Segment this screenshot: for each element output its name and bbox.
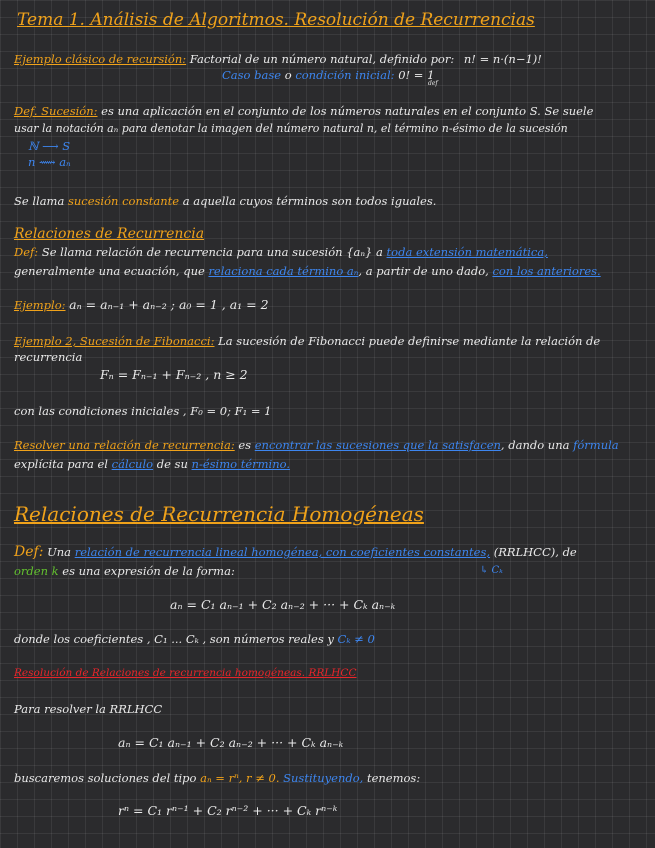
- rel-line2c: , a partir de uno dado,: [358, 264, 489, 278]
- orden-k: orden k: [14, 564, 59, 578]
- def-note: def: [428, 80, 438, 87]
- resolver-a: es: [238, 438, 252, 452]
- sc-post: a aquella cuyos términos son todos iguales.: [182, 194, 437, 208]
- def-sucesion-label: Def. Sucesión:: [14, 104, 98, 118]
- relaciones-def-a: Se llama relación de recurrencia para una sucesión {aₙ} a: [41, 245, 383, 259]
- homogeneas-def-b: relación de recurrencia lineal homogénea, con coeficientes constantes,: [74, 545, 491, 559]
- sc-pre: Se llama: [14, 194, 65, 208]
- resolver-d: fórmula: [573, 438, 619, 452]
- busc-c: Sustituyendo,: [283, 771, 364, 785]
- relaciones-def-b: toda extensión matemática,: [386, 245, 548, 259]
- base-formula: 0! = 1: [398, 68, 435, 82]
- homogeneas-def-a: Una: [47, 545, 72, 559]
- ejemplo-clasico-line: [14, 52, 542, 66]
- homogeneas-def-c: (RRLHCC), de: [493, 545, 577, 559]
- ejemplo1-line: [14, 298, 269, 312]
- resolver-line2c: de su: [156, 457, 188, 471]
- resolver-c: , dando una: [500, 438, 570, 452]
- ejemplo2-text2: recurrencia: [14, 350, 83, 364]
- page-title: Tema 1. Análisis de Algoritmos. Resolución de Recurrencias: [17, 10, 535, 30]
- relaciones-def-label: Def:: [14, 245, 39, 259]
- resolucion-para: Para resolver la RRLHCC: [14, 702, 163, 716]
- rel-line2a: generalmente una ecuación, que: [14, 264, 205, 278]
- def-sucesion-line2: usar la notación aₙ para denotar la imagen del número natural n, el término n-ésimo de la sucesión: [14, 122, 568, 135]
- map-line1: ℕ ⟶ S: [28, 139, 71, 153]
- homogeneas-heading: Relaciones de Recurrencia Homogéneas: [14, 502, 424, 526]
- o-text: o: [284, 68, 292, 82]
- final-formula: rⁿ = C₁ rⁿ⁻¹ + C₂ rⁿ⁻² + ··· + Cₖ rⁿ⁻ᵏ: [118, 803, 338, 818]
- coef-b: Cₖ ≠ 0: [337, 632, 375, 646]
- buscaremos-line: [14, 771, 420, 785]
- homogeneas-line2: es una expresión de la forma:: [62, 564, 235, 578]
- ejemplo-clasico-text: Factorial de un número natural, definido por:: [189, 52, 455, 66]
- resolver-label: Resolver una relación de recurrencia:: [14, 438, 235, 452]
- resolucion-heading: Resolución de Relaciones de recurrencia homogéneas. RRLHCC: [14, 667, 357, 679]
- ejemplo1-label: Ejemplo:: [14, 298, 66, 312]
- homogeneas-def-line1: [14, 544, 577, 561]
- def-sucesion-text1: es una aplicación en el conjunto de los números naturales en el conjunto S. Se suele: [101, 104, 594, 118]
- ejemplo2-cond: con las condiciones iniciales , F₀ = 0; F₁ = 1: [14, 404, 272, 418]
- relaciones-def-line2: [14, 264, 601, 278]
- resolver-line2a: explícita para el: [14, 457, 108, 471]
- condicion-inicial-label: condición inicial:: [295, 68, 395, 82]
- homogeneas-formula: aₙ = C₁ aₙ₋₁ + C₂ aₙ₋₂ + ··· + Cₖ aₙ₋ₖ: [170, 597, 396, 612]
- relaciones-def-line1: [14, 245, 548, 259]
- def-sucesion-line1: [14, 104, 593, 118]
- ejemplo2-text: La sucesión de Fibonacci puede definirse mediante la relación de: [218, 334, 601, 348]
- resolucion-formula: aₙ = C₁ aₙ₋₁ + C₂ aₙ₋₂ + ··· + Cₖ aₙ₋ₖ: [118, 735, 344, 750]
- busc-d: tenemos:: [366, 771, 421, 785]
- homogeneas-def-label: Def:: [14, 544, 44, 560]
- coef-line: [14, 632, 375, 646]
- factorial-formula: n! = n·(n−1)!: [463, 52, 542, 66]
- resolver-b: encontrar las sucesiones que la satisfacen: [254, 438, 501, 452]
- ejemplo1-formula: aₙ = aₙ₋₁ + aₙ₋₂ ; a₀ = 1 , a₁ = 2: [69, 297, 269, 312]
- sc-term: sucesión constante: [67, 194, 180, 208]
- resolver-line2b: cálculo: [111, 457, 154, 471]
- resolver-line2: [14, 457, 290, 471]
- homogeneas-def-line2: [14, 564, 235, 578]
- sucesion-constante-line: [14, 194, 436, 208]
- fibonacci-formula: Fₙ = Fₙ₋₁ + Fₙ₋₂ , n ≥ 2: [100, 367, 248, 382]
- resolver-line1: [14, 438, 619, 452]
- coef-a: donde los coeficientes , C₁ ... Cₖ , son números reales y: [14, 632, 334, 646]
- map-line2: n ⟿ aₙ: [28, 155, 71, 169]
- ejemplo2-label: Ejemplo 2, Sucesión de Fibonacci:: [14, 334, 215, 348]
- busc-b: aₙ = rⁿ, r ≠ 0.: [200, 771, 280, 785]
- ejemplo-clasico-label: Ejemplo clásico de recursión:: [14, 52, 187, 66]
- relaciones-heading: Relaciones de Recurrencia: [14, 226, 205, 242]
- caso-base-label: Caso base: [222, 68, 282, 82]
- rel-line2b: relaciona cada término aₙ: [208, 264, 359, 278]
- ejemplo2-line1: [14, 334, 600, 348]
- busc-a: buscaremos soluciones del tipo: [14, 771, 197, 785]
- caso-base-line: [222, 68, 434, 82]
- rel-line2d: con los anteriores.: [492, 264, 601, 278]
- resolver-line2d: n-ésimo término.: [191, 457, 290, 471]
- ck-note: ↳ Cₖ: [480, 565, 503, 576]
